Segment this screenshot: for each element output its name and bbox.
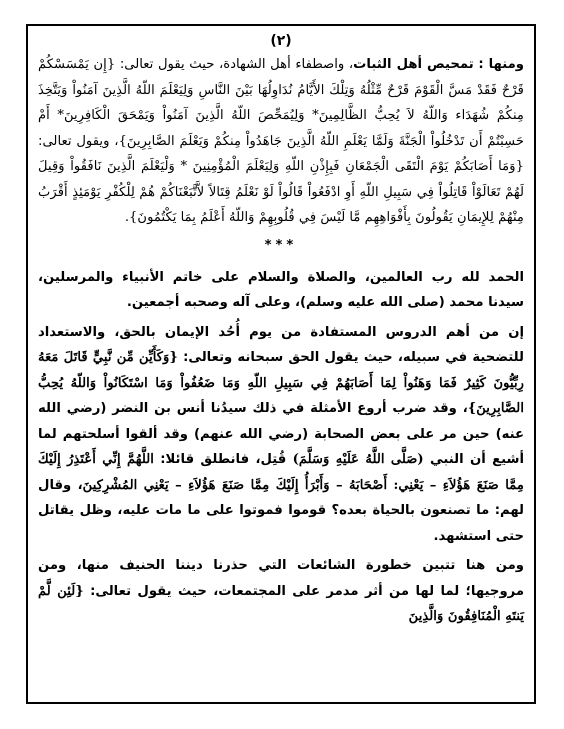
- paragraph-uhud-lessons: [38, 320, 524, 550]
- rumors-text: ومن هنا تتبين خطورة الشائعات التي حذرنا ديننا الحنيف منها، ومن مروجيها؛ لما لها من أثر مدمر على المجتمعات، حيث يقول تعالى:: [38, 558, 525, 599]
- uhud-bold-phrase: الإيمان بالحق: [119, 324, 210, 340]
- topic-title: تمحيص أهل الثبات: [353, 57, 474, 72]
- document-body: [28, 26, 534, 630]
- page-frame: [26, 24, 536, 704]
- anas-quote: اللَّهُمَّ إِنِّي أَعْتَذِرُ إِلَيْكَ مِمَّا صَنَعَ هَؤُلاَءِ – يَعْنِي: أَصْحَابَهُ – وَأَبْرَأُ إِلَيْكَ مِمَّا صَنَعَ هَؤُلاَءِ – يَعْنِي المُشْرِكِينَ: [38, 452, 524, 493]
- uhud-text-5: ، وقال لهم: ما تصنعون بالحياة بعده؟ قوموا فموتوا على ما مات عليه، وظل يقاتل حتى استشهد.: [38, 477, 524, 544]
- section-separator: ***: [264, 237, 298, 253]
- quran-verse-3: {وَكَأَيِّن مِّن نَّبِيٍّ قَاتَلَ مَعَهُ رِبِّيُّونَ كَثِيرٌ فَمَا وَهَنُواْ لِمَا أَصَابَهُمْ فِي سَبِيلِ اللّهِ وَمَا ضَعُفُواْ وَمَا اسْتَكَانُواْ وَاللّهُ يُحِبُّ الصَّابِرِينَ}: [38, 350, 524, 416]
- paragraph-rumors: [38, 553, 524, 630]
- uhud-text-3: ، وقد ضرب أروع الأمثلة في ذلك سيدُنا أنس بن النضر (رضي الله عنه) حين مر على بعض الصحابة (رضي الله عنهم) وقد ألقوا أسلحتهم لما أشيع أن النبي: [38, 401, 524, 467]
- quran-verse-2: {وَمَا أَصَابَكُمْ يَوْمَ الْتَقَى الْجَمْعَانِ فَبِإِذْنِ اللّهِ وَلِيَعْلَمَ الْمُؤْمِنِينَ * وَلْيَعْلَمَ الَّذِينَ نَافَقُواْ وَقِيلَ لَهُمْ تَعَالَوْاْ قَاتِلُواْ فِي سَبِيلِ اللّهِ أَوِ ادْفَعُواْ قَالُواْ لَوْ نَعْلَمُ قِتَالاً لاَّتَّبَعْنَاكُمْ هُمْ لِلْكُفْرِ يَوْمَئِذٍ أَقْرَبُ مِنْهُمْ لِلإِيمَانِ يَقُولُونَ بِأَفْوَاهِهِم مَّا لَيْسَ فِي قُلُوبِهِمْ وَاللّهُ أَعْلَمُ بِمَا يَكْتُمُونَ}: [38, 159, 524, 225]
- paragraph-hamd: الحمد لله رب العالمين، والصلاة والسلام على خاتم الأنبياء والمرسلين، سيدنا محمد (صلى الله عليه وسلم)، وعلى آله وصحبه أجمعين.: [38, 269, 524, 310]
- lead-label: ومنها :: [478, 57, 524, 72]
- quran-verse-4: {لَئِن لَّمْ يَنتَهِ الْمُنَافِقُونَ وَالَّذِينَ: [38, 583, 524, 624]
- end-mark: .: [124, 210, 130, 225]
- salawat-phrase: (صَلَّى اللَّهُ عَلَيْهِ وَسَلَّمَ): [292, 452, 424, 467]
- paragraph-tamhees: [38, 52, 524, 231]
- connector-text: ، ويقول تعالى:: [38, 133, 119, 149]
- quran-verse-1: {إِن يَمْسَسْكُمْ قَرْحٌ فَقَدْ مَسَّ الْقَوْمَ قَرْحٌ مِّثْلُهُ وَتِلْكَ الأَيَّامُ نُدَاوِلُهَا بَيْنَ النَّاسِ وَلِيَعْلَمَ اللّهُ الَّذِينَ آمَنُواْ وَيَتَّخِذَ مِنكُمْ شُهَدَاء وَاللّهُ لاَ يُحِبُّ الظَّالِمِينَ* وَلِيُمَحِّصَ اللّهُ الَّذِينَ آمَنُواْ وَيَمْحَقَ الْكَافِرِينَ* أَمْ حَسِبْتُمْ أَن تَدْخُلُواْ الْجَنَّةَ وَلَمَّا يَعْلَمِ اللّهُ الَّذِينَ جَاهَدُواْ مِنكُمْ وَيَعْلَمَ الصَّابِرِينَ}: [38, 57, 525, 149]
- page-number: (٢): [270, 33, 292, 49]
- intro-text: ، واصطفاء أهل الشهادة، حيث يقول تعالى:: [115, 57, 354, 72]
- uhud-text-4: قُتِل، فانطلق قائلا:: [153, 452, 293, 467]
- uhud-text-1: إن من أهم الدروس المستفادة من يوم أُحُد: [209, 324, 524, 340]
- uhud-text-2: ، والاستعداد للتضحية في سبيله، حيث يقول الحق سبحانه وتعالى:: [38, 324, 524, 365]
